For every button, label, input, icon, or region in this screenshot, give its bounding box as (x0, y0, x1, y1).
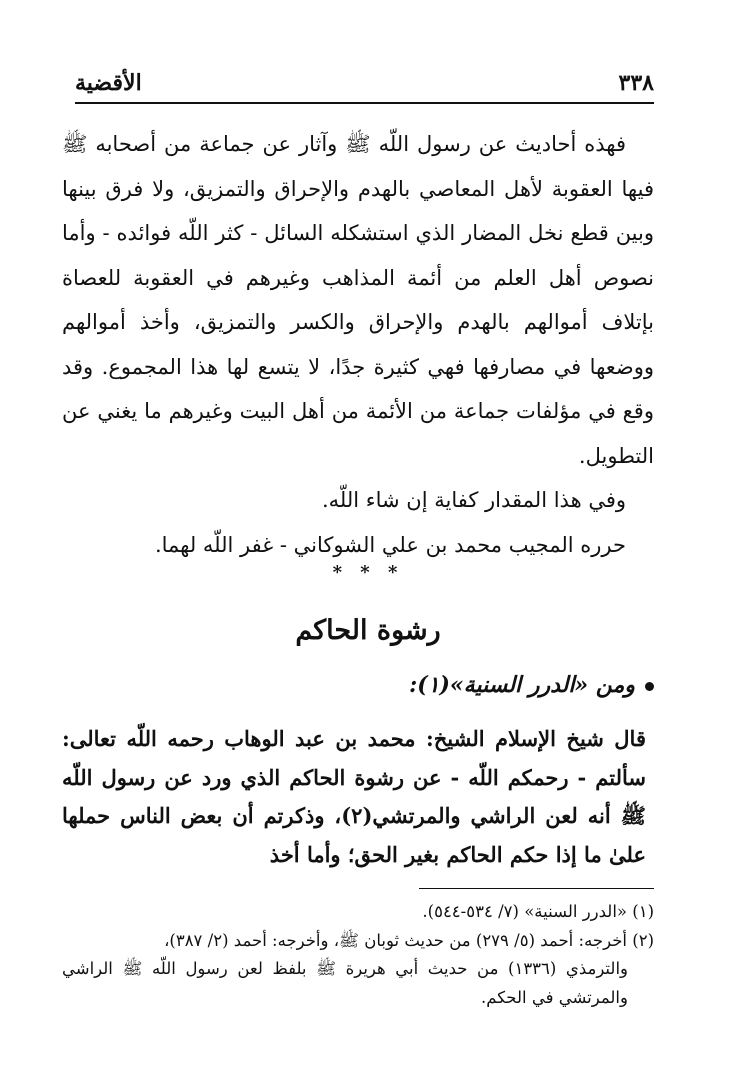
footnote-2-continuation: والترمذي (١٣٣٦) من حديث أبي هريرة ﷺ بلفظ لعن رسول اللّه ﷺ الراشي والمرتشي في الحكم. (62, 959, 628, 1007)
footnote-divider (419, 888, 654, 889)
running-title: الأقضية (75, 70, 142, 96)
paragraph-3: حرره المجيب محمد بن علي الشوكاني - غفر اللّه لهما. (154, 532, 626, 557)
page-header (75, 64, 654, 104)
section-heading: رشوة الحاكم (295, 615, 441, 646)
quote-paragraph: قال شيخ الإسلام الشيخ: محمد بن عبد الوهاب رحمه اللّه تعالى: سألتم - رحمكم اللّه - عن رشوة الحاكم الذي ورد عن رسول اللّه ﷺ أنه لعن الراشي والمرتشي(٢)، وذكرتم أن بعض الناس حملها علىٰ ما إذا حكم الحاكم بغير الحق؛ وأما أخذ (62, 726, 646, 867)
paragraph-1: فهذه أحاديث عن رسول اللّه ﷺ وآثار عن جماعة من أصحابه ﷺ فيها العقوبة لأهل المعاصي بالهدم والإحراق والتمزيق، ولا فرق بينها وبين قطع نخل المضار الذي استشكله السائل - كثر اللّه فوائده - وأما نصوص أهل العلم من أئمة المذاهب وغيرهم في العقوبة للعصاة بإتلاف أموالهم بالهدم والإحراق والكسر والتمزيق، وأخذ أموالهم ووضعها في مصارفها فهي كثيرة جدًا، لا يتسع لها هذا المجموع. وقد وقع في مؤلفات جماعة من الأئمة من أهل البيت وغيرهم ما يغني عن التطويل. (62, 132, 654, 468)
bullet-icon (645, 682, 654, 691)
section-separator: * * * (332, 562, 404, 583)
source-text: ومن «الدرر السنية»(١): (409, 672, 635, 698)
footnotes (62, 898, 654, 1012)
paragraph-2: وفي هذا المقدار كفاية إن شاء اللّه. (321, 488, 626, 512)
quoted-text (62, 720, 646, 874)
footnote-2-line-1: (٢) أخرجه: أحمد (٥/ ٢٧٩) من حديث ثوبان ﷺ، وأخرجه: أحمد (٢/ ٣٨٧)، (164, 930, 654, 950)
source-line (409, 672, 654, 698)
page-number: ٣٣٨ (618, 70, 654, 96)
footnote-1: (١) «الدرر السنية» (٧/ ٥٣٤-٥٤٤). (422, 902, 654, 921)
main-text (62, 122, 654, 567)
